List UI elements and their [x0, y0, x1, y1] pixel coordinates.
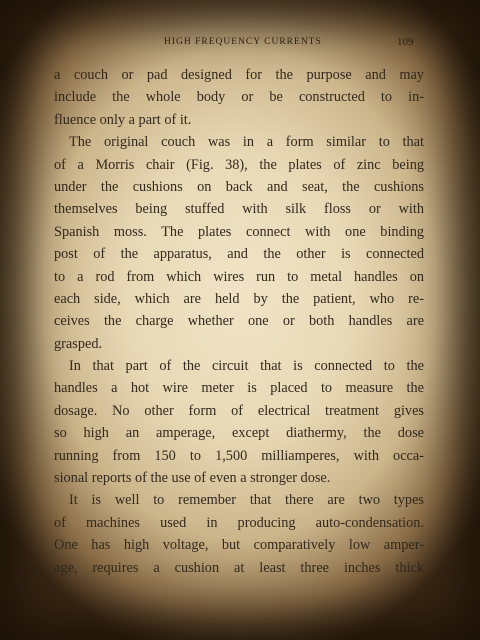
text-line: Spanish moss. The plates connect with one binding [54, 223, 424, 240]
text-line: under the cushions on back and seat, the cushions [54, 178, 424, 195]
text-line: of a Morris chair (Fig. 38), the plates of zinc being [54, 156, 424, 173]
body-text [54, 64, 424, 579]
text-line: each side, which are held by the patient, who re- [54, 290, 424, 307]
text-line: running from 150 to 1,500 milliamperes, with occa- [54, 447, 424, 464]
running-title: HIGH FREQUENCY CURRENTS [164, 37, 322, 47]
text-line: One has high voltage, but comparatively low amper- [54, 537, 424, 554]
paragraph-first-line: In that part of the circuit that is connected to the [69, 358, 424, 375]
text-line: sional reports of the use of even a stronger dose. [54, 470, 331, 487]
text-line: a couch or pad designed for the purpose and may [54, 67, 424, 83]
text-line: themselves being stuffed with silk floss or with [54, 201, 424, 218]
text-line: grasped. [54, 335, 103, 352]
page-number: 109 [397, 36, 414, 48]
paragraph-first-line: It is well to remember that there are two types [69, 492, 424, 509]
text-line: to a rod from which wires run to metal handles on [54, 268, 424, 285]
text-line: so high an amperage, except diathermy, the dose [54, 425, 424, 442]
paragraph-first-line: The original couch was in a form similar to that [69, 134, 424, 151]
page-header [0, 37, 480, 51]
text-line: handles a hot wire meter is placed to measure the [54, 380, 424, 397]
text-line: post of the apparatus, and the other is connected [54, 246, 424, 263]
text-line: fluence only a part of it. [54, 111, 192, 128]
text-line: of machines used in producing auto-condensation. [54, 514, 424, 531]
text-line: include the whole body or be constructed to in- [54, 89, 424, 106]
text-line: age, requires a cushion at least three inches thick [54, 559, 424, 576]
text-line: ceives the charge whether one or both handles are [54, 313, 424, 330]
text-line: dosage. No other form of electrical treatment gives [54, 402, 424, 419]
